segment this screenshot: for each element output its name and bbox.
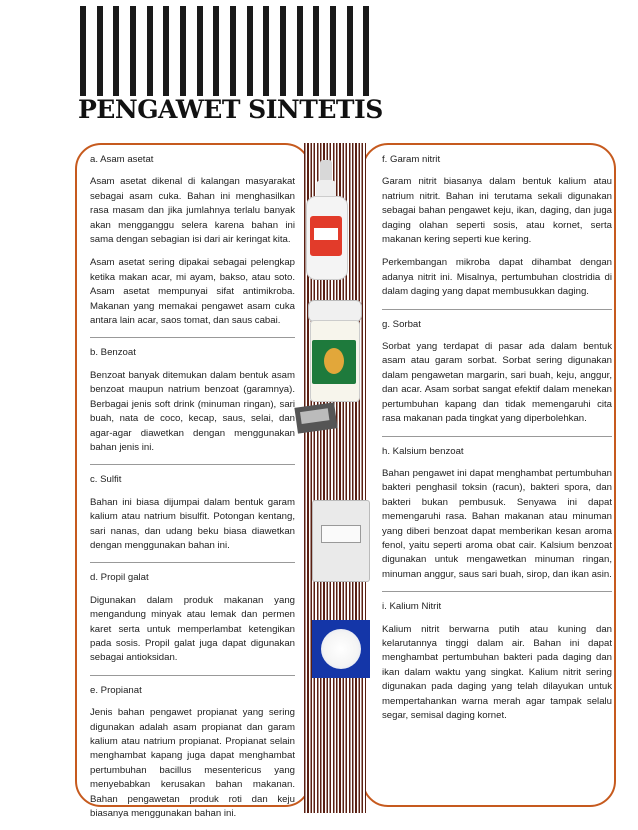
- decor-bar: [347, 6, 353, 96]
- decorative-bars: [78, 6, 378, 96]
- decor-bar: [263, 6, 269, 96]
- decor-bar: [80, 6, 86, 96]
- section-heading: d. Propil galat: [90, 572, 149, 584]
- decor-bar: [180, 6, 186, 96]
- divider: [382, 309, 612, 310]
- decor-bar: [113, 6, 119, 96]
- decor-bar: [163, 6, 169, 96]
- section-heading: a. Asam asetat: [90, 154, 154, 165]
- decor-bar: [280, 6, 286, 96]
- section-heading: e. Propianat: [90, 684, 142, 696]
- section-heading: g. Sorbat: [382, 318, 421, 330]
- decor-bar: [363, 6, 369, 96]
- section-paragraph: Bahan pengawet ini dapat menghambat pertumbuhan bakteri penghasil toksin (racun), bakteri spora, dan bakteri bukan pembusuk. Senyawa ini dapat memengaruhi rasa. Bahan makanan atau minuman yang diberi benzoat dapat memberikan kesan aroma fenol, yaitu seperti aroma obat cair. Kalsium benzoat digunakan untuk mengawetkan minuman ringan, minuman anggur, saus sari buah, sirop, dan ikan asin.: [382, 467, 612, 580]
- section-paragraph: Benzoat banyak ditemukan dalam bentuk asam benzoat maupun natrium benzoat (garamnya). Berbagai jenis soft drink (minuman ringan), sari buah, nata de coco, kecap, saus, selai, dan agar-agar diawetkan dengan menggunakan bahan jenis ini.: [90, 369, 295, 453]
- section-paragraph: Asam asetat sering dipakai sebagai pelengkap ketika makan acar, mi ayam, bakso, atau soto. Asam asetat mempunyai sifat antimikroba. Makanan yang memakai pengawet asam cuka antara lain acar, saos tomat, dan saus cabai.: [90, 257, 295, 327]
- decor-bar: [247, 6, 253, 96]
- section-heading: c. Sulfit: [90, 474, 122, 486]
- right-column: [382, 153, 612, 732]
- decor-bar: [97, 6, 103, 96]
- section-heading: b. Benzoat: [90, 347, 136, 359]
- section-paragraph: Perkembangan mikroba dapat dihambat dengan adanya nitrit ini. Misalnya, pertumbuhan clostridia di dalam daging yang dapat membusukkan daging.: [382, 257, 612, 298]
- page-title: PENGAWET SINTETIS: [78, 95, 383, 124]
- left-column: [90, 153, 295, 830]
- section-paragraph: Sorbat yang terdapat di pasar ada dalam bentuk asam atau garam sorbat. Sorbat sering digunakan dalam pengawetan margarin, sari buah, keju, anggur, dan acar. Asam sorbat sangat efektif dalam menekan pertumbuhan kapang dan tidak memengaruhi cita rasa makanan pada tingkat yang diperbolehkan.: [382, 341, 612, 425]
- benzoate-jar-image: [306, 300, 362, 410]
- section-paragraph: Asam asetat dikenal di kalangan masyarakat sebagai asam cuka. Bahan ini menghasilkan rasa masam dan jika jumlahnya terlalu banyak akan mengganggu selera karena bahan ini sama dengan sebagian isi dari air keringat kita.: [90, 176, 295, 246]
- section-heading: i. Kalium Nitrit: [382, 601, 442, 613]
- divider: [90, 337, 295, 338]
- divider: [382, 436, 612, 437]
- decor-bar: [213, 6, 219, 96]
- white-powder-image: [312, 620, 370, 678]
- benzoate-sachet-image: [294, 402, 337, 433]
- section-paragraph: Digunakan dalam produk makanan yang mengandung minyak atau lemak dan permen karet serta untuk memperlambat ketengikan pada sosis. Propil galat juga dapat digunakan sebagai antioksidan.: [90, 594, 295, 664]
- vinegar-bottle-image: [306, 160, 350, 280]
- decor-bar: [297, 6, 303, 96]
- decor-bar: [147, 6, 153, 96]
- decor-bar: [330, 6, 336, 96]
- section-paragraph: Garam nitrit biasanya dalam bentuk kalium atau natrium nitrit. Bahan ini terutama sekali digunakan sebagai bahan pengawet keju, ikan, daging, dan juga daging olahan seperti sosis, atau kornet, serta makanan kering seperti kue kering.: [382, 176, 612, 246]
- divider: [90, 464, 295, 465]
- divider: [90, 562, 295, 563]
- section-heading: h. Kalsium benzoat: [382, 445, 464, 457]
- decor-bar: [197, 6, 203, 96]
- section-paragraph: Kalium nitrit berwarna putih atau kuning dan kelarutannya tinggi dalam air. Bahan ini dapat menghambat pertumbuhan bakteri pada daging dan ikan dalam waktu yang singkat. Kalium nitrit sering digunakan pada daging yang telah dilayukan untuk mempertahankan warna merah agar tampak selalu segar, semisal daging kornet.: [382, 623, 612, 721]
- divider: [382, 591, 612, 592]
- decor-bar: [230, 6, 236, 96]
- divider: [90, 675, 295, 676]
- sulfite-bag-image: [312, 500, 370, 582]
- section-paragraph: Jenis bahan pengawet propianat yang sering digunakan adalah asam propianat dan garam kalium atau natrium propianat. Propianat selain menghambat kapang juga dapat menghambat pertumbuhan bacillus mesentericus yang menyebabkan kerusakan bahan makanan. Bahan pengawetan produk roti dan keju biasanya menggunakan bahan ini.: [90, 707, 295, 820]
- decor-bar: [313, 6, 319, 96]
- section-heading: f. Garam nitrit: [382, 154, 441, 165]
- decor-bar: [130, 6, 136, 96]
- section-paragraph: Bahan ini biasa dijumpai dalam bentuk garam kalium atau natrium bisulfit. Potongan kentang, sari nanas, dan udang beku biasa diawetkan dengan menggunakan bahan ini.: [90, 496, 295, 551]
